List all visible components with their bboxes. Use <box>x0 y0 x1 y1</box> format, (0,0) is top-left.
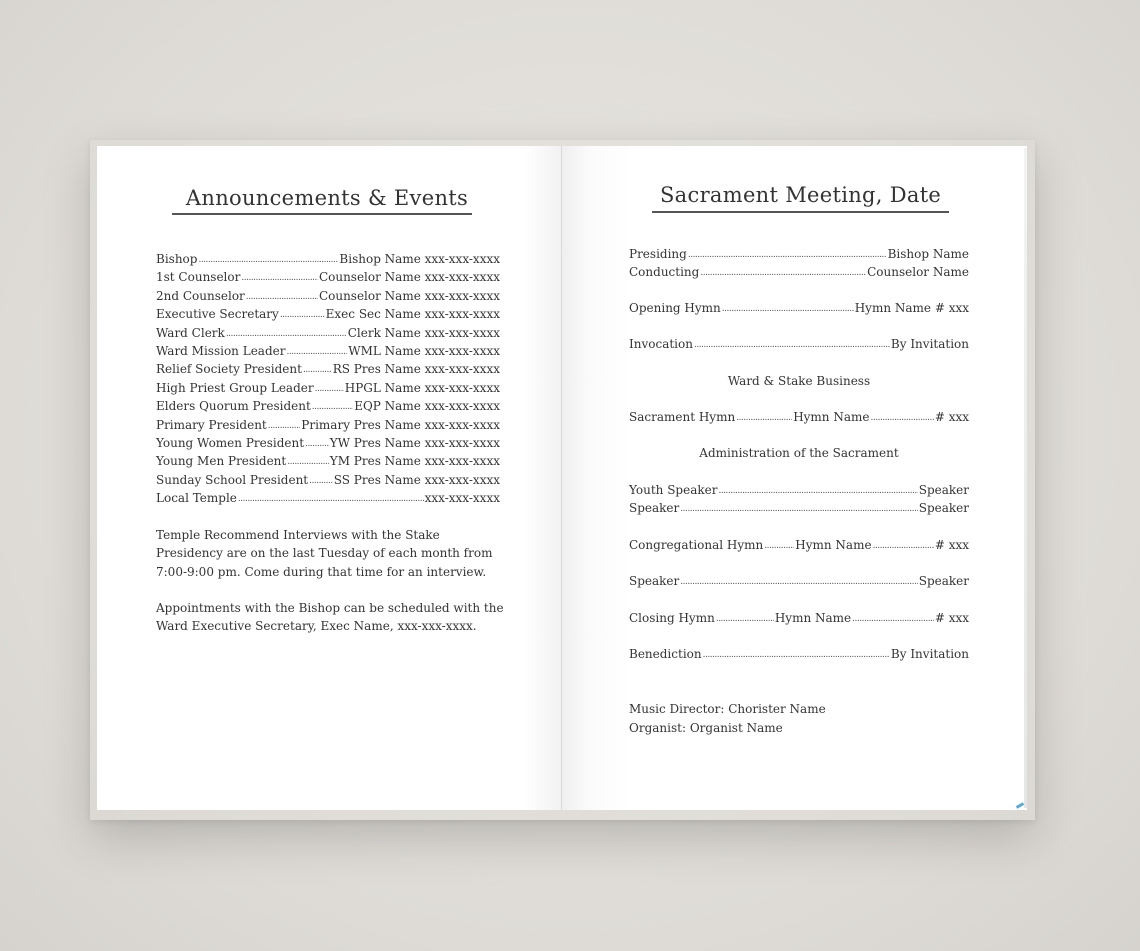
music-director: Music Director: Chorister Name <box>629 702 826 716</box>
directory-row <box>156 287 500 305</box>
directory-row <box>156 397 500 415</box>
directory-value: Primary Pres Name xxx-xxx-xxxx <box>301 417 500 432</box>
leader-dots <box>286 342 347 360</box>
leader-dots <box>238 489 424 507</box>
program-label: Congregational Hymn <box>629 538 764 552</box>
opening-hymn-block <box>629 300 969 318</box>
program-row <box>629 537 969 555</box>
program-row <box>629 482 969 500</box>
program-middle: Hymn Name <box>774 611 852 625</box>
directory-role: 2nd Counselor <box>156 288 245 303</box>
directory-row <box>156 489 500 507</box>
program-value: # xxx <box>934 611 969 625</box>
leader-dots <box>703 646 890 664</box>
leader-dots <box>226 324 347 342</box>
directory-value: HPGL Name xxx-xxx-xxxx <box>344 380 500 395</box>
program-value: Hymn Name # xxx <box>854 301 969 315</box>
presiding-block <box>629 246 969 282</box>
directory-value: Exec Sec Name xxx-xxx-xxxx <box>325 307 500 322</box>
leader-dots <box>305 434 329 452</box>
program-value: # xxx <box>934 538 969 552</box>
directory-role: Bishop <box>156 252 198 266</box>
program-middle: Hymn Name <box>793 410 870 424</box>
announcements-title: Announcements & Events <box>185 186 469 210</box>
program-row <box>629 646 969 664</box>
directory-value: WML Name xxx-xxx-xxxx <box>348 343 500 358</box>
announcements-title-underline <box>172 213 472 215</box>
directory-row <box>156 305 500 323</box>
directory-row <box>156 268 500 286</box>
program-label: Benediction <box>629 647 702 661</box>
leader-dots <box>718 482 917 500</box>
directory-role: High Priest Group Leader <box>156 380 314 395</box>
directory-role: Young Men President <box>156 454 287 469</box>
leader-dots <box>680 573 917 591</box>
directory-role: Ward Mission Leader <box>156 343 286 358</box>
leader-dots <box>246 287 318 305</box>
program-row <box>629 573 969 591</box>
program-middle: Hymn Name <box>795 538 872 552</box>
directory-row <box>156 324 500 342</box>
directory-value: YM Pres Name xxx-xxx-xxxx <box>329 454 500 469</box>
leader-dots <box>871 409 934 427</box>
program-value: By Invitation <box>890 647 969 661</box>
booklet-spine <box>561 146 562 810</box>
sacrament-meeting-title: Sacrament Meeting, Date <box>660 183 942 207</box>
directory-role: Primary President <box>156 417 267 432</box>
directory-row <box>156 416 500 434</box>
directory-value: xxx-xxx-xxxx <box>424 491 500 506</box>
program-row <box>629 264 969 282</box>
directory-value: Counselor Name xxx-xxx-xxxx <box>318 288 500 303</box>
bishop-appointment-note: Appointments with the Bishop can be scheduled with the Ward Executive Secretary, Exec Name, xxx-xxx-xxxx. <box>156 601 504 634</box>
directory-row <box>156 360 500 378</box>
leader-dots <box>198 250 338 268</box>
program-value: Speaker <box>918 574 969 588</box>
program-label: Presiding <box>629 247 687 261</box>
directory-value: Counselor Name xxx-xxx-xxxx <box>318 270 500 285</box>
leader-dots <box>852 610 934 628</box>
program-row <box>629 300 969 318</box>
program-row <box>629 409 969 427</box>
organist: Organist: Organist Name <box>629 721 783 735</box>
program-row <box>629 500 969 518</box>
directory-value: Clerk Name xxx-xxx-xxxx <box>347 325 500 340</box>
ward-directory <box>156 250 500 507</box>
directory-role: Ward Clerk <box>156 325 225 340</box>
program-value: Speaker <box>918 500 969 515</box>
directory-value: EQP Name xxx-xxx-xxxx <box>354 399 500 414</box>
program-value: Speaker <box>918 483 969 497</box>
directory-value: YW Pres Name xxx-xxx-xxxx <box>329 435 500 450</box>
leader-dots <box>312 397 353 415</box>
youth-speaker-block <box>629 482 969 518</box>
temple-interview-note: Temple Recommend Interviews with the Stake Presidency are on the last Tuesday of each month from 7:00-9:00 pm. Come during that time for an interview. <box>156 528 493 579</box>
directory-role: Executive Secretary <box>156 307 279 322</box>
leader-dots <box>280 305 325 323</box>
program-label: Youth Speaker <box>629 483 718 497</box>
congregational-hymn-block <box>629 537 969 555</box>
directory-role: 1st Counselor <box>156 270 241 285</box>
directory-value: SS Pres Name xxx-xxx-xxxx <box>333 472 500 487</box>
administration-heading: Administration of the Sacrament <box>699 446 899 460</box>
leader-dots <box>241 268 318 286</box>
sacrament-meeting-title-underline <box>652 211 949 213</box>
leader-dots <box>680 500 917 518</box>
program-label: Sacrament Hymn <box>629 410 736 424</box>
program-label: Speaker <box>629 500 680 515</box>
sacrament-hymn-block <box>629 409 969 427</box>
leader-dots <box>694 336 890 354</box>
leader-dots <box>700 264 866 282</box>
program-row <box>629 610 969 628</box>
program-label: Speaker <box>629 574 680 588</box>
leader-dots <box>309 471 333 489</box>
program-row <box>629 246 969 264</box>
program-value: # xxx <box>934 410 969 424</box>
directory-role: Relief Society President <box>156 362 302 377</box>
leader-dots <box>722 300 854 318</box>
speaker-block <box>629 573 969 591</box>
program-label: Conducting <box>629 264 700 279</box>
music-credits <box>629 700 969 738</box>
program-row <box>629 336 969 354</box>
directory-role: Young Women President <box>156 435 305 450</box>
page-edge <box>1024 148 1027 808</box>
directory-row <box>156 379 500 397</box>
leader-dots <box>268 416 301 434</box>
directory-row <box>156 434 500 452</box>
invocation-block <box>629 336 969 354</box>
leader-dots <box>287 452 329 470</box>
program-value: Counselor Name <box>867 264 969 279</box>
leader-dots <box>873 537 934 555</box>
business-heading: Ward & Stake Business <box>727 374 871 388</box>
program-label: Invocation <box>629 337 693 351</box>
directory-row <box>156 342 500 360</box>
directory-value: RS Pres Name xxx-xxx-xxxx <box>332 362 500 377</box>
directory-row <box>156 250 500 268</box>
leader-dots <box>736 409 792 427</box>
directory-role: Local Temple <box>156 491 237 506</box>
closing-hymn-block <box>629 610 969 628</box>
leader-dots <box>315 379 344 397</box>
directory-role: Elders Quorum President <box>156 399 311 414</box>
program-label: Closing Hymn <box>629 611 715 625</box>
directory-row <box>156 452 500 470</box>
leader-dots <box>716 610 774 628</box>
benediction-block <box>629 646 969 664</box>
directory-role: Sunday School President <box>156 472 309 487</box>
leader-dots <box>764 537 794 555</box>
directory-value: Bishop Name xxx-xxx-xxxx <box>339 252 500 266</box>
leader-dots <box>303 360 332 378</box>
program-value: By Invitation <box>890 337 969 351</box>
directory-row <box>156 471 500 489</box>
program-value: Bishop Name <box>887 247 969 261</box>
leader-dots <box>688 246 887 264</box>
program-label: Opening Hymn <box>629 301 721 315</box>
